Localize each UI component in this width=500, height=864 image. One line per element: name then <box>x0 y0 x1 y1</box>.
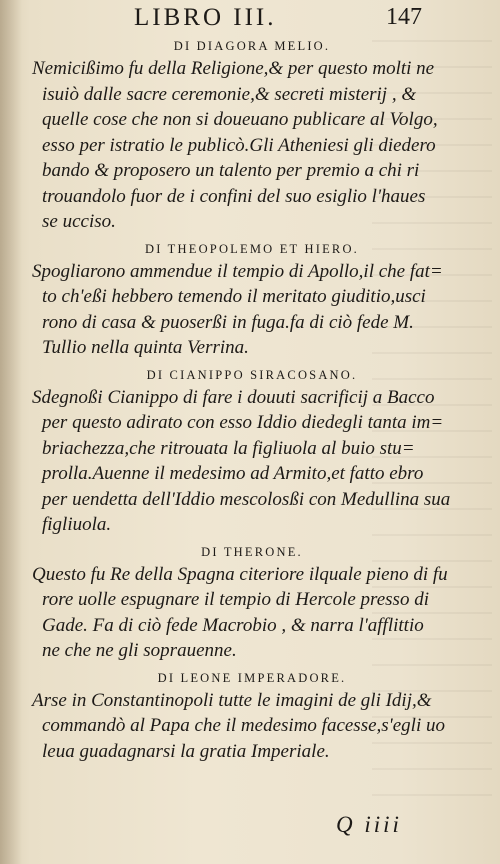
text-block <box>32 36 472 764</box>
text-line: Nemicißimo fu della Religione,& per questo molti ne <box>32 58 435 79</box>
entry-heading: DI THEOPOLEMO ET HIERO. <box>144 241 359 256</box>
running-head <box>0 4 500 34</box>
text-line: quelle cose che non si doueuano publicare al Volgo, <box>42 109 438 130</box>
text-line: esso per istratio le publicò.Gli Atheniesi gli diedero <box>42 134 436 156</box>
text-line: ne che ne gli soprauenne. <box>42 640 237 661</box>
gutter-shadow <box>0 0 22 864</box>
text-line: briachezza,che ritrouata la figliuola al buio stu= <box>42 437 415 459</box>
text-line: to ch'eßi hebbero temendo il meritato giuditio,usci <box>42 286 426 307</box>
text-line: per questo adirato con esso Iddio diedegli tanta im= <box>42 412 444 433</box>
text-line: Arse in Constantinopoli tutte le imagini de gli Idij,& <box>32 689 432 711</box>
entry-section <box>32 36 472 235</box>
text-line: se ucciso. <box>42 211 116 232</box>
entry-section <box>32 668 472 765</box>
text-line: leua guadagnarsi la gratia Imperiale. <box>42 740 330 762</box>
entry-heading: DI LEONE IMPERADORE. <box>157 670 347 685</box>
text-line: trouandolo fuor de i confini del suo esiglio l'haues <box>42 185 426 207</box>
text-line: rono di casa & puoserßi in fuga.fa di ciò fede M. <box>42 311 414 333</box>
text-line: isuiò dalle sacre ceremonie,& secreti misterij , & <box>42 83 417 105</box>
text-line: bando & proposero un talento per premio a chi ri <box>42 160 420 181</box>
entry-heading: DI CIANIPPO SIRACOSANO. <box>146 367 358 382</box>
entry-heading: DI DIAGORA MELIO. <box>173 39 331 53</box>
text-line: Gade. Fa di ciò fede Macrobio , & narra l'afflittio <box>42 614 424 636</box>
entry-section <box>32 365 472 538</box>
entry-section <box>32 239 472 361</box>
text-line: Sdegnoßi Cianippo di fare i douuti sacrificij a Bacco <box>32 386 435 408</box>
book-title: LIBRO III. <box>134 4 277 31</box>
page-number: 147 <box>386 4 422 30</box>
text-line: commandò al Papa che il medesimo facesse,s'egli uo <box>42 715 445 736</box>
text-line: Tullio nella quinta Verrina. <box>42 337 249 358</box>
text-line: per uendetta dell'Iddio mescolosßi con Medullina sua <box>42 488 451 510</box>
entry-heading: DI THERONE. <box>201 544 303 559</box>
text-line: rore uolle espugnare il tempio di Hercole presso di <box>42 589 429 610</box>
signature-mark: Q iiii <box>336 812 402 837</box>
text-line: prolla.Auenne il medesimo ad Armito,et fatto ebro <box>42 463 424 484</box>
text-line: Questo fu Re della Spagna citeriore ilquale pieno di fu <box>32 563 448 585</box>
text-line: figliuola. <box>42 514 112 535</box>
text-line: Spogliarono ammendue il tempio di Apollo,il che fat= <box>32 260 443 282</box>
entry-section <box>32 542 472 664</box>
